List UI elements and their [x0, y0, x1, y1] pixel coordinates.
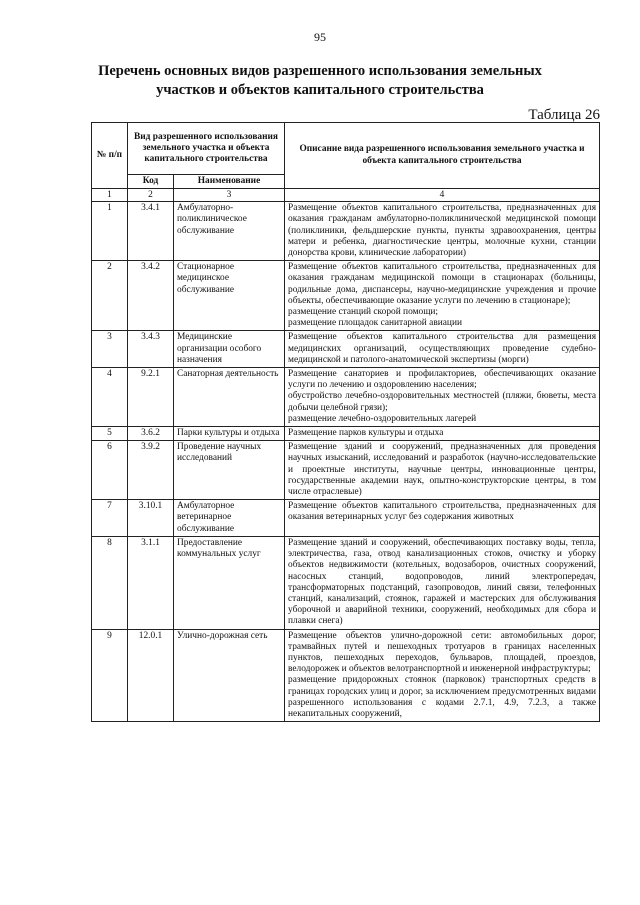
column-number: 2	[128, 189, 174, 202]
table-row	[92, 629, 600, 722]
description-paragraph: Размещение санаториев и профилакториев, обеспечивающих оказание услуги по лечению и оздоровлению населения;	[288, 369, 597, 391]
row-name: Проведение научных исследований	[174, 441, 285, 500]
row-name: Медицинские организации особого назначения	[174, 331, 285, 368]
description-paragraph: Размещение объектов капитального строительства, предназначенных для оказания ветеринарных услуг без содержания животных	[288, 501, 597, 523]
table-row	[92, 202, 600, 261]
row-description	[285, 331, 600, 368]
row-number: 9	[92, 629, 128, 722]
title-line-1: Перечень основных видов разрешенного использования земельных	[98, 63, 542, 79]
header-code: Код	[128, 175, 174, 189]
row-description	[285, 368, 600, 427]
description-paragraph: Размещение объектов капитального строительства для размещения медицинских организаций, осуществляющих проведение судебно-медицинской и патолого-анатомической экспертизы (морги)	[288, 332, 597, 365]
table-caption: Таблица 26	[528, 107, 600, 123]
row-description	[285, 629, 600, 722]
row-name: Улично-дорожная сеть	[174, 629, 285, 722]
row-name: Предоставление коммунальных услуг	[174, 536, 285, 629]
row-description	[285, 536, 600, 629]
description-paragraph: Размещение зданий и сооружений, обеспечивающих поставку воды, тепла, электричества, газа, отвод канализационных стоков, очистку и уборку объектов недвижимости (котельных, водозаборов, очистных сооружений, насосных станций, водопроводов, линий электропередач, трансформаторных подстанций, газопроводов, линий связи, телефонных станций, канализаций, стоянок, гаражей и мастерских для обслуживания уборочной и аварийной техники, сооружений, необходимых для сбора и плавки снега)	[288, 537, 597, 627]
description-paragraph: Размещение зданий и сооружений, предназначенных для проведения научных изысканий, исследований и разработок (научно-исследовательские и проектные институты, научные центры, инновационные центры, государственные академии наук, опытно-конструкторские центры, в том числе отраслевые)	[288, 442, 597, 498]
column-number-row	[92, 189, 600, 202]
land-use-table	[91, 122, 600, 722]
row-number: 2	[92, 261, 128, 331]
row-number: 6	[92, 441, 128, 500]
description-paragraph: размещение лечебно-оздоровительных лагерей	[288, 413, 477, 424]
header-group: Вид разрешенного использования земельного участка и объекта капитального строительства	[128, 123, 285, 175]
row-code: 12.0.1	[128, 629, 174, 722]
row-code: 3.6.2	[128, 427, 174, 441]
row-description	[285, 441, 600, 500]
row-name: Санаторная деятельность	[174, 368, 285, 427]
row-description	[285, 202, 600, 261]
row-code: 3.10.1	[128, 500, 174, 537]
row-code: 3.4.2	[128, 261, 174, 331]
row-description	[285, 427, 600, 441]
table-row	[92, 427, 600, 441]
header-description: Описание вида разрешенного использования земельного участка и объекта капитального строительства	[285, 123, 600, 189]
row-number: 4	[92, 368, 128, 427]
row-name: Стационарное медицинское обслуживание	[174, 261, 285, 331]
table-row	[92, 368, 600, 427]
description-paragraph: Размещение объектов капитального строительства, предназначенных для оказания гражданам медицинской помощи в стационарах (больницы, родильные дома, диспансеры, научно-медицинские учреждения и прочие объекты, обеспечивающие оказание услуги по лечению в стационаре);	[288, 262, 597, 306]
row-description	[285, 261, 600, 331]
table-row	[92, 331, 600, 368]
row-name: Амбулаторное ветеринарное обслуживание	[174, 500, 285, 537]
table-row	[92, 261, 600, 331]
document-title	[90, 62, 550, 100]
row-number: 3	[92, 331, 128, 368]
table-row	[92, 441, 600, 500]
row-number: 7	[92, 500, 128, 537]
column-number: 3	[174, 189, 285, 202]
page-number: 95	[314, 30, 326, 44]
row-code: 3.4.3	[128, 331, 174, 368]
column-number: 1	[92, 189, 128, 202]
description-paragraph: Размещение объектов капитального строительства, предназначенных для оказания гражданам амбулаторно-поликлинической медицинской помощи (поликлиники, фельдшерские пункты, пункты здравоохранения, центры матери и ребенка, диагностические центры, молочные кухни, станции донорства крови, клинические лаборатории)	[288, 203, 597, 259]
table-row	[92, 500, 600, 537]
description-paragraph: обустройство лечебно-оздоровительных местностей (пляжи, бюветы, места добычи целебной грязи);	[288, 391, 597, 413]
table-body	[92, 202, 600, 722]
row-number: 5	[92, 427, 128, 441]
description-paragraph: размещение придорожных стоянок (парковок) транспортных средств в границах городских улиц и дорог, за исключением предусмотренных видами разрешенного использования с кодами 2.7.1, 4.9, 7.2.3, а также некапитальных сооружений,	[288, 675, 597, 719]
description-paragraph: размещение станций скорой помощи;	[288, 307, 439, 318]
row-code: 9.2.1	[128, 368, 174, 427]
row-number: 1	[92, 202, 128, 261]
description-paragraph: Размещение парков культуры и отдыха	[288, 428, 444, 439]
row-code: 3.4.1	[128, 202, 174, 261]
row-code: 3.9.2	[128, 441, 174, 500]
description-paragraph: Размещение объектов улично-дорожной сети: автомобильных дорог, трамвайных путей и пешеходных тротуаров в границах населенных пунктов, пешеходных переходов, бульваров, площадей, проездов, велодорожек и объектов велотранспортной и инженерной инфраструктуры;	[288, 630, 597, 675]
description-paragraph: размещение площадок санитарной авиации	[288, 318, 462, 329]
table-row	[92, 536, 600, 629]
row-name: Амбулаторно-поликлиническое обслуживание	[174, 202, 285, 261]
header-num: № п/п	[92, 123, 128, 189]
column-number: 4	[285, 189, 600, 202]
header-name: Наименование	[174, 175, 285, 189]
row-number: 8	[92, 536, 128, 629]
row-description	[285, 500, 600, 537]
title-line-2: участков и объектов капитального строительства	[156, 82, 484, 98]
row-name: Парки культуры и отдыха	[174, 427, 285, 441]
row-code: 3.1.1	[128, 536, 174, 629]
